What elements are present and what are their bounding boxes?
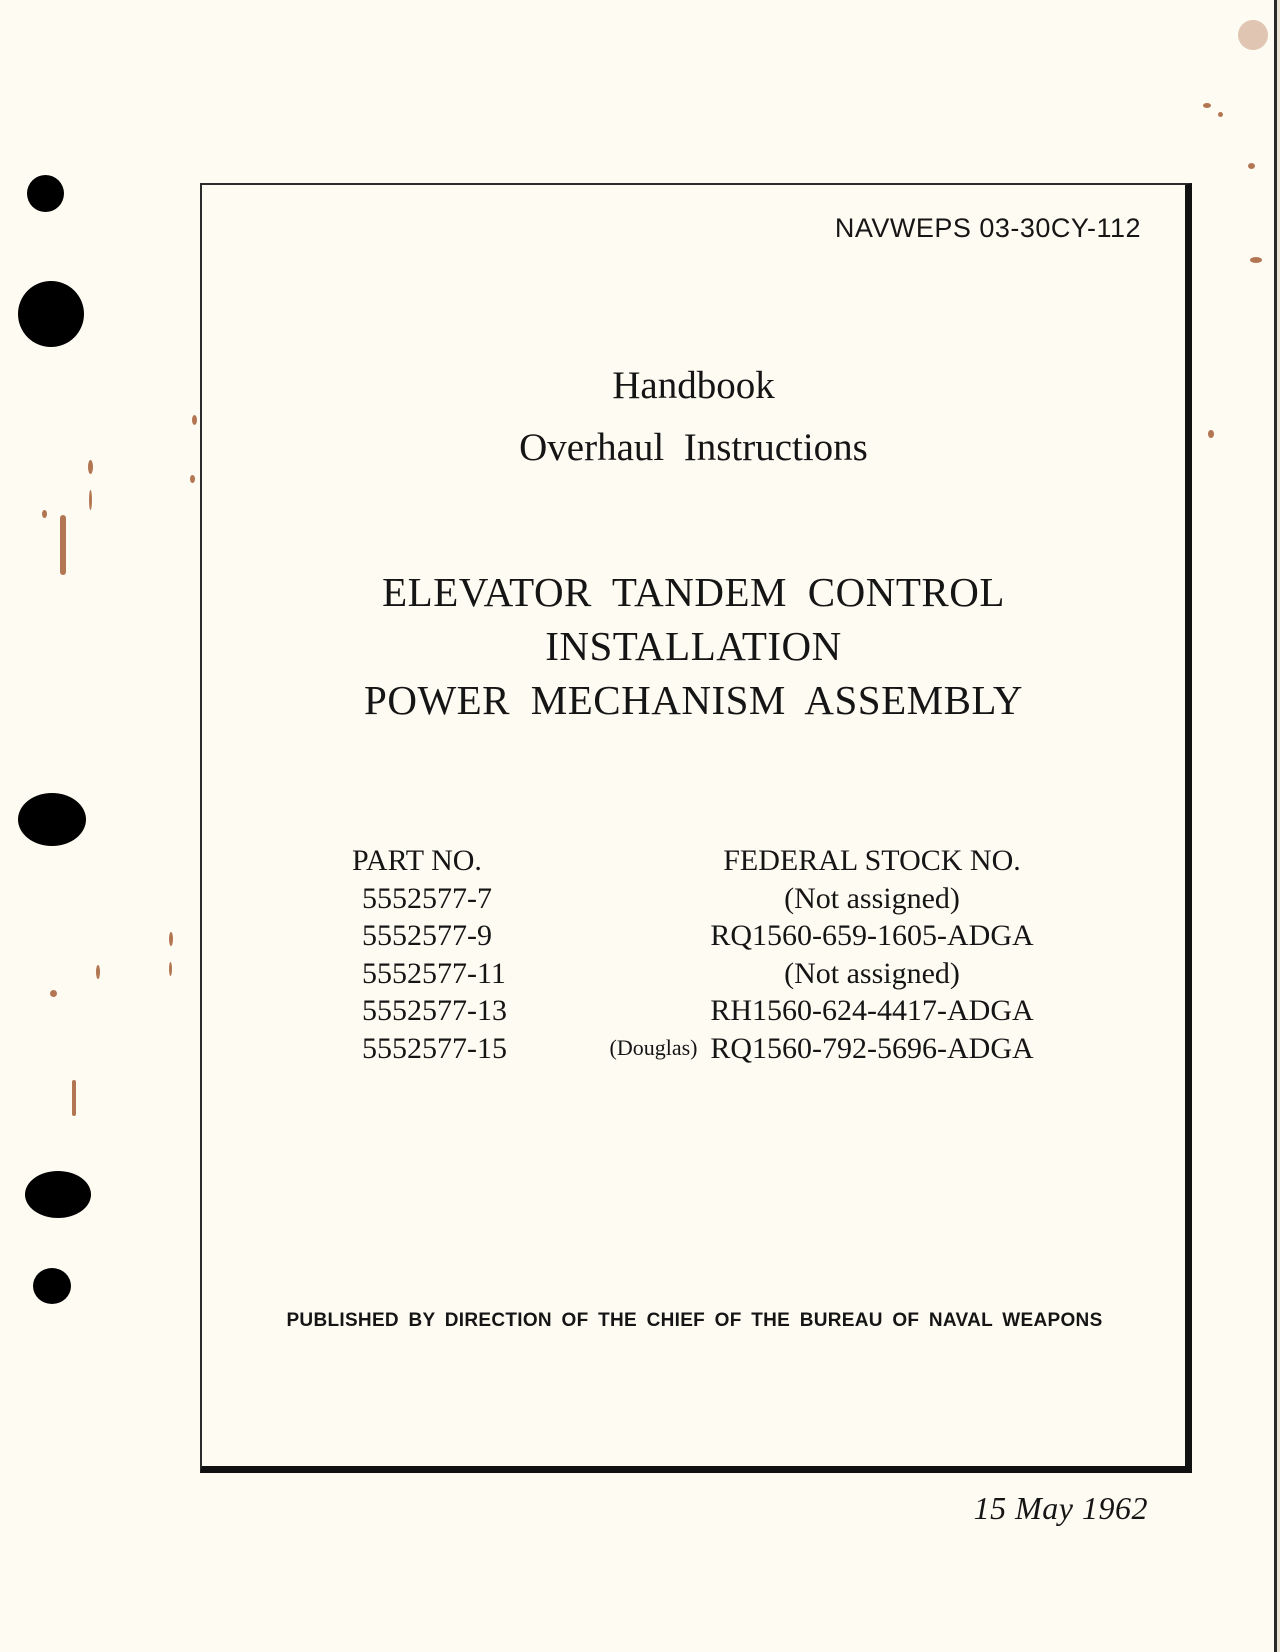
federal-stock-no-cell: (Not assigned) <box>784 956 960 990</box>
rust-stain <box>88 460 93 474</box>
rust-stain <box>1250 257 1262 263</box>
federal-stock-no-cell: RQ1560-659-1605-ADGA <box>710 919 1034 952</box>
handbook-heading <box>202 355 1185 479</box>
handbook-label: Handbook <box>612 364 775 407</box>
rust-stain <box>192 415 197 425</box>
cover-frame <box>200 183 1192 1473</box>
manufacturer-label: (Douglas) <box>609 1035 698 1060</box>
rust-stain <box>169 962 172 976</box>
rust-stain <box>190 475 195 483</box>
rust-stain <box>1203 103 1211 108</box>
part-no-cell: 5552577-15 <box>362 1031 507 1065</box>
federal-stock-no-cell: (Not assigned) <box>784 881 960 915</box>
part-no-column <box>352 842 507 1067</box>
title-line-3: POWER MECHANISM ASSEMBLY <box>364 677 1023 723</box>
federal-stock-no-column <box>672 842 1072 1067</box>
binder-hole-4 <box>25 1171 91 1218</box>
publisher-note: PUBLISHED BY DIRECTION OF THE CHIEF OF THE BUREAU OF NAVAL WEAPONS <box>286 1310 1103 1331</box>
rust-stain <box>89 490 92 510</box>
title-line-1: ELEVATOR TANDEM CONTROL <box>382 569 1005 615</box>
binder-hole-5 <box>33 1268 71 1304</box>
rust-stain <box>169 932 173 946</box>
federal-stock-no-cell: RH1560-624-4417-ADGA <box>710 994 1034 1027</box>
binder-hole-3 <box>18 793 86 846</box>
federal-stock-no-cell: RQ1560-792-5696-ADGA <box>710 1031 1034 1065</box>
document-title <box>202 565 1185 727</box>
part-no-cell: 5552577-11 <box>362 956 506 990</box>
part-no-cell: 5552577-7 <box>362 881 492 915</box>
part-no-header: PART NO. <box>352 844 482 877</box>
part-no-cell: 5552577-13 <box>362 994 507 1027</box>
publication-date: 15 May 1962 <box>973 1490 1148 1526</box>
document-number: NAVWEPS 03-30CY-112 <box>834 213 1141 243</box>
rust-stain <box>42 510 47 518</box>
rust-stain <box>60 515 66 575</box>
federal-stock-no-header: FEDERAL STOCK NO. <box>723 844 1021 877</box>
binder-hole-1 <box>27 175 64 212</box>
rust-stain <box>50 990 57 997</box>
rust-stain <box>1218 112 1223 117</box>
rust-stain <box>72 1080 76 1116</box>
rust-stain <box>1238 20 1268 50</box>
rust-stain <box>1208 430 1214 438</box>
binder-hole-2 <box>18 281 84 347</box>
title-line-2: INSTALLATION <box>545 623 842 669</box>
rust-stain <box>96 965 100 979</box>
part-no-cell: 5552577-9 <box>362 919 492 952</box>
rust-stain <box>1248 163 1255 169</box>
overhaul-instructions-label: Overhaul Instructions <box>519 426 868 469</box>
